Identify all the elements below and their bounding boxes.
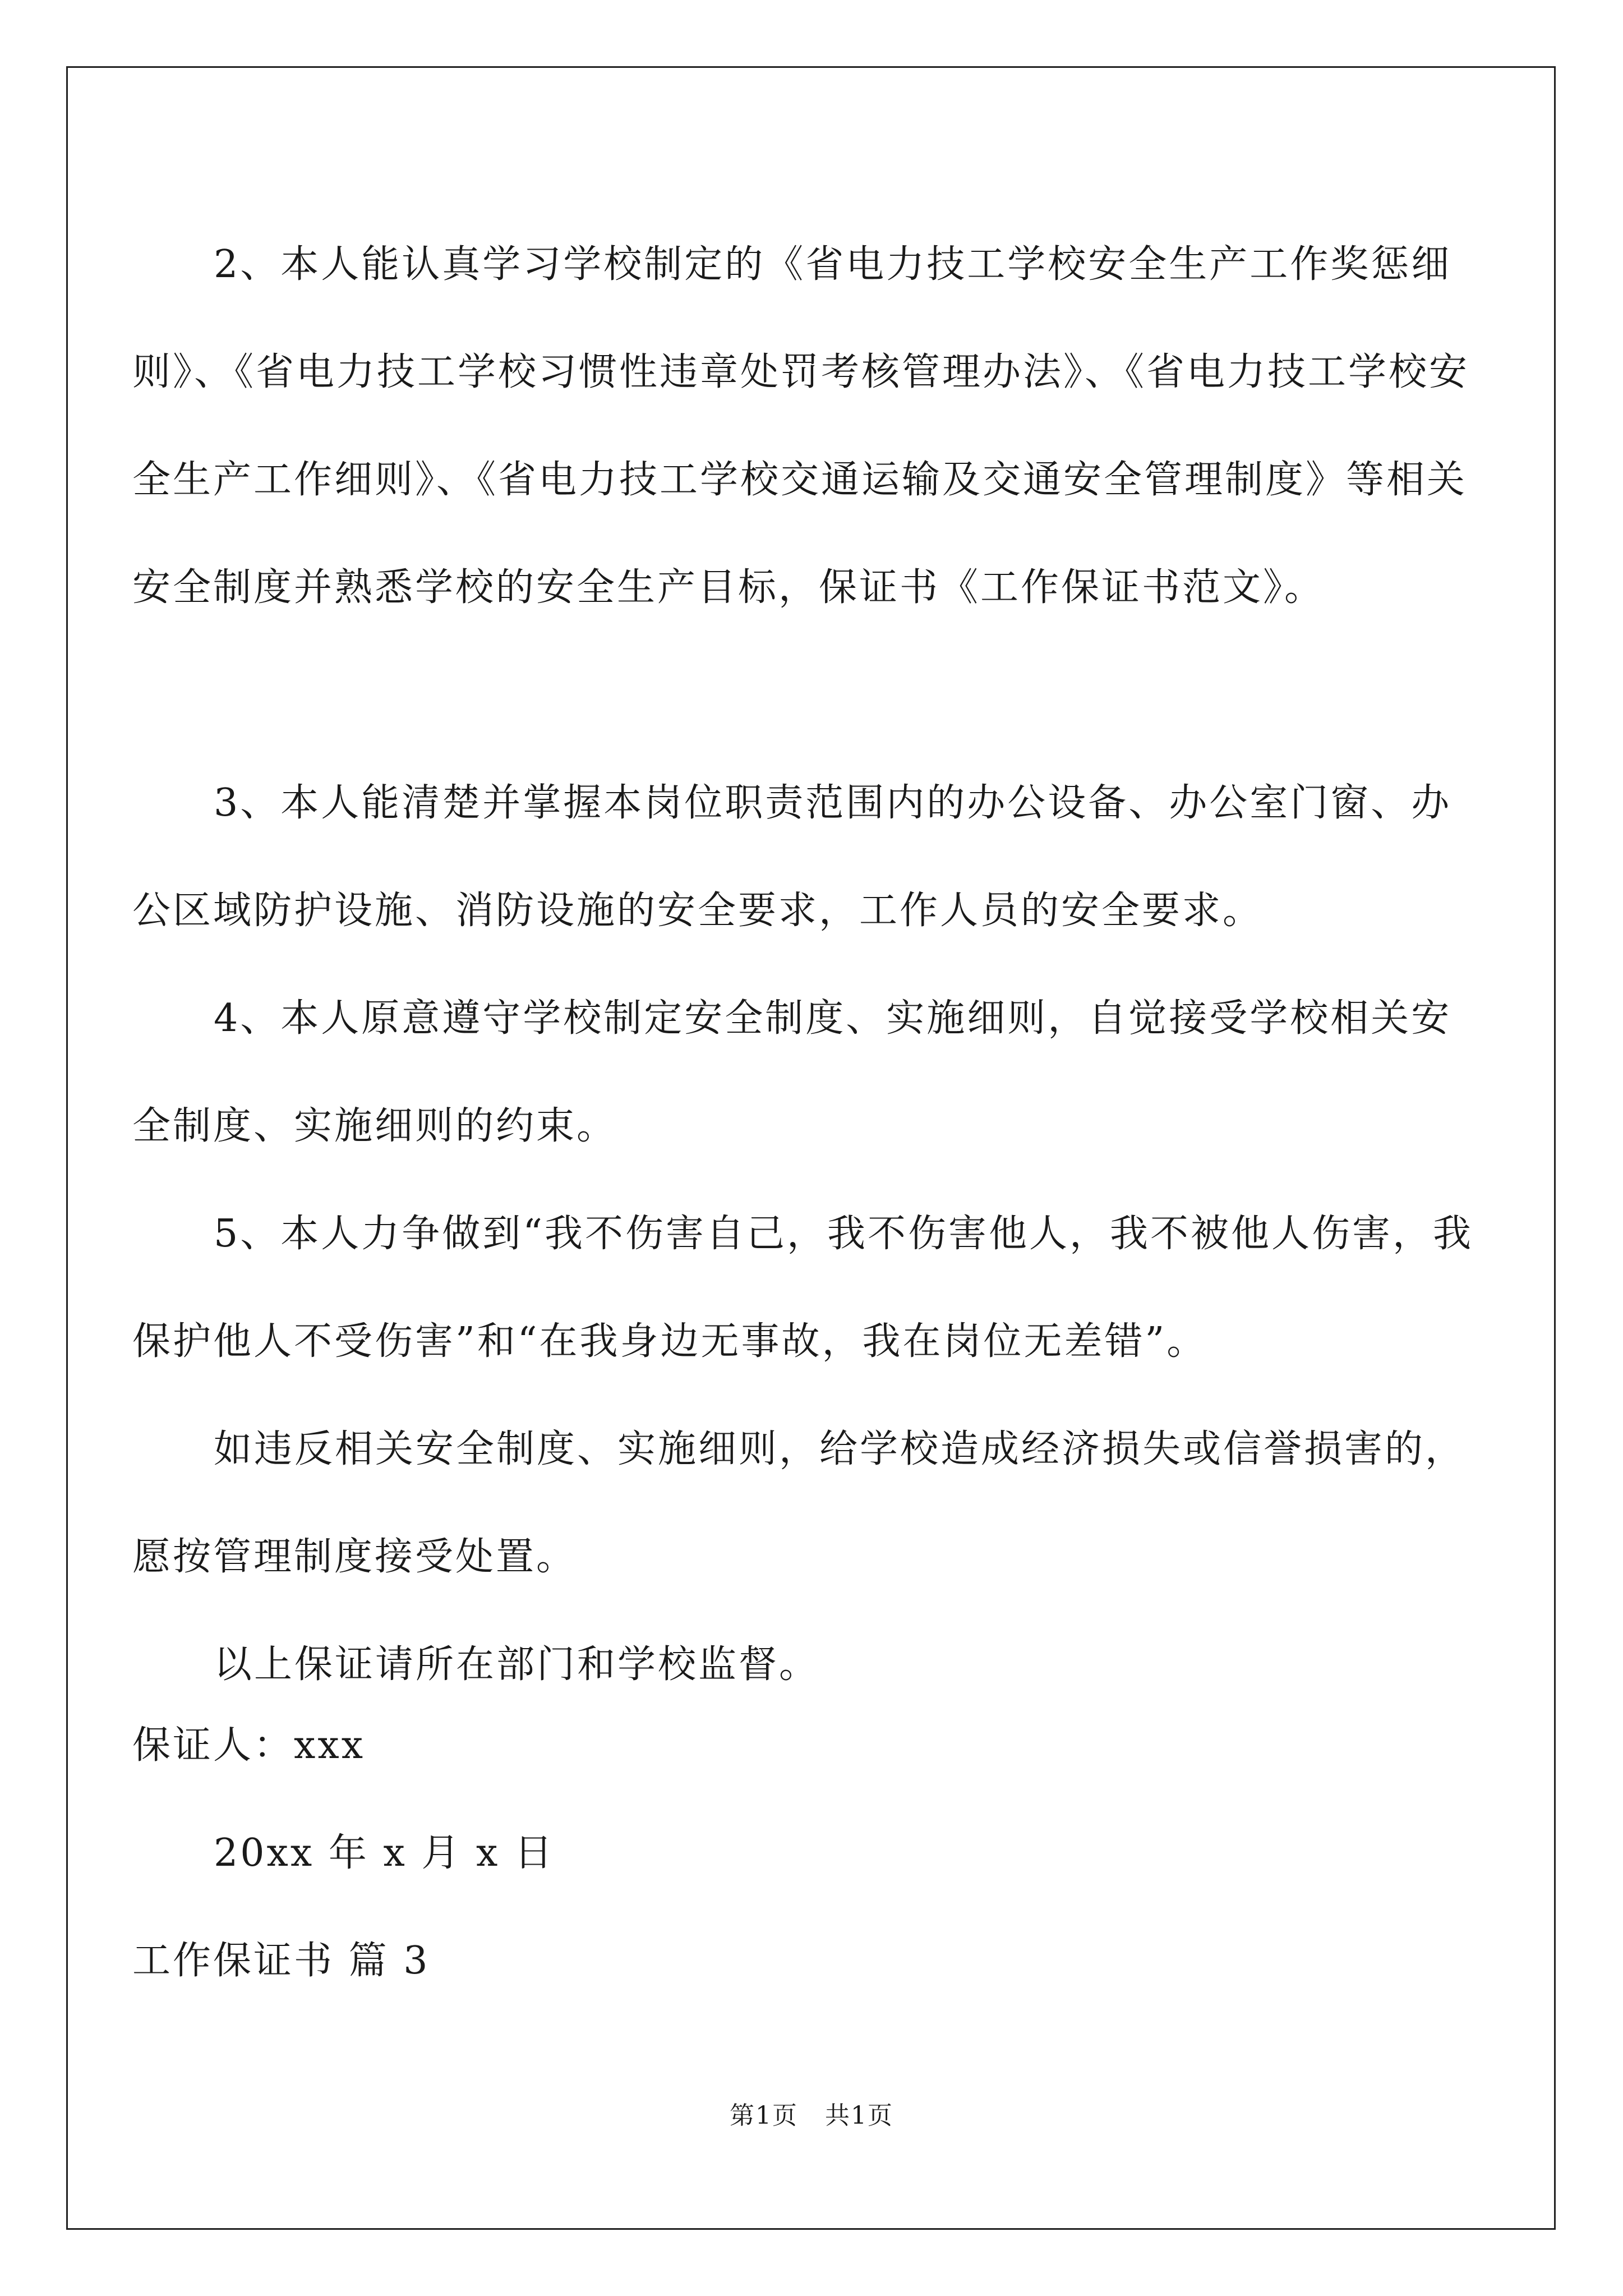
page-footer: 第1页 共1页: [730, 2101, 893, 2130]
paragraph-supervision: 以上保证请所在部门和学校监督。: [214, 1642, 820, 1687]
paragraph-item-3: 3、本人能清楚并掌握本岗位职责范围内的办公设备、办公室门窗、办公区域防护设施、消防设施的安全要求，工作人员的安全要求。: [132, 781, 1452, 933]
date-line: 20xx 年 x 月 x 日: [214, 1831, 555, 1875]
next-section-title: 工作保证书 篇 3: [132, 1939, 430, 1983]
paragraph-violation-clause: 如违反相关安全制度、实施细则，给学校造成经济损失或信誉损害的，愿按管理制度接受处置。: [132, 1427, 1466, 1579]
paragraph-item-5: 5、本人力争做到“我不伤害自己，我不伤害他人，我不被他人伤害，我保护他人不受伤害”和“在我身边无事故，我在岗位无差错”。: [132, 1212, 1474, 1364]
paragraph-item-4: 4、本人原意遵守学校制定安全制度、实施细则，自觉接受学校相关安全制度、实施细则的约束。: [132, 996, 1452, 1148]
paragraph-item-2: 2、本人能认真学习学校制定的《省电力技工学校安全生产工作奖惩细则》、《省电力技工学校习惯性违章处罚考核管理办法》、《省电力技工学校安全生产工作细则》、《省电力技工学校交通运输及交通安全管理制度》等相关安全制度并熟悉学校的安全生产目标，保证书《工作保证书范文》。: [132, 242, 1470, 610]
guarantor-line: 保证人：xxx: [132, 1723, 366, 1768]
